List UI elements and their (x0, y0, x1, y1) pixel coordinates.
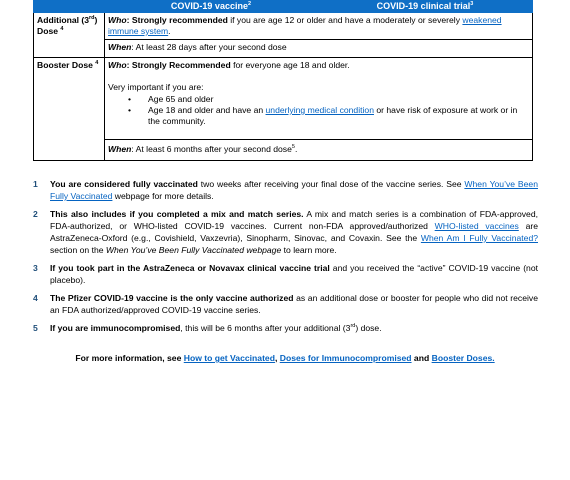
vaccine-table (33, 0, 533, 161)
header-blank-cell (34, 1, 105, 13)
when-am-i-fully-vaccinated-link[interactable]: When Am I Fully Vaccinated? (420, 233, 538, 243)
booster-who-cell (104, 58, 532, 140)
row-label-additional-dose: Additional (3rd) Dose $^4$ (34, 13, 105, 58)
footnote-5: 5 If you are immunocompromised, this will be 6 months after your additional (3rd) dose. (33, 323, 382, 333)
additional-when-cell: When: At least 28 days after your second dose (104, 40, 532, 58)
footnote-3: 3 If you took part in the AstraZeneca or Novavax clinical vaccine trial and you received the “active” COVID-19 vaccine (not placebo). (33, 263, 538, 285)
fully-vaccinated-link[interactable]: When You’ve Been Fully Vaccinated (50, 179, 538, 201)
doses-for-immunocompromised-link[interactable]: Doses for Immunocompromised (279, 353, 412, 363)
footnotes (33, 178, 538, 340)
how-to-get-vaccinated-link[interactable]: How to get Vaccinated (183, 353, 275, 363)
more-information-line: For more information, see How to get Vaccinated, Doses for Immunocompromised and Booster Doses. (75, 353, 495, 363)
table-header-row (34, 1, 533, 13)
header-covid-vaccine: COVID-19 vaccine$^2$ (104, 1, 317, 13)
table-row-booster-who (34, 58, 533, 140)
footnote-4: 4 The Pfizer COVID-19 vaccine is the only vaccine authorized as an additional dose or booster for people who did not receive an FDA authorized/approved COVID-19 vaccine series. (33, 293, 538, 315)
underlying-medical-condition-link[interactable]: underlying medical condition (265, 105, 374, 115)
table-row-booster-when (34, 140, 533, 161)
footnote-2: 2 This also includes if you completed a mix and match series. A mix and match series is a combination of FDA-approved, FDA-authorized, or WHO-listed COVID-19 vaccines. Current non-FDA approved/authorized WHO-listed vaccines are AstraZeneca-Oxford (e.g., Covishield, Vaxzevria), Sinopharm, Sinovac, and Covaxin. See the When Am I Fully Vaccinated? section on the When You’ve Been Fully Vaccinated webpage to learn more. (33, 209, 539, 255)
header-clinical-trial: COVID-19 clinical trial$^3$ (317, 1, 532, 13)
row-label-booster-dose: Booster Dose $^4$ (34, 58, 105, 161)
booster-who-line: Who: Strongly Recommended for everyone age 18 and older. (107, 60, 350, 70)
booster-when-cell: When: At least 6 months after your second dose$^5$. (104, 140, 532, 161)
table-row-additional-when (34, 40, 533, 58)
list-item: • Age 65 and older (148, 94, 529, 105)
booster-bullet-list (108, 94, 529, 127)
who-listed-vaccines-link[interactable]: WHO-listed vaccines (434, 221, 519, 231)
booster-doses-link[interactable]: Booster Doses. (431, 353, 495, 363)
additional-who-cell: Who: Strongly recommended if you are age 12 or older and have a moderately or severely weakened immune system. (104, 13, 532, 40)
footnote-1: 1 You are considered fully vaccinated two weeks after receiving your final dose of the vaccine series. See When You’ve Been Fully Vaccinated webpage for more details. (33, 179, 538, 201)
list-item: • Age 18 and older and have an underlying medical condition or have risk of exposure at work or in the community. (148, 105, 529, 127)
weakened-immune-system-link[interactable]: weakened immune system (107, 15, 502, 36)
table-row-additional-who (34, 13, 533, 40)
booster-important-line: Very important if you are: (107, 82, 204, 92)
